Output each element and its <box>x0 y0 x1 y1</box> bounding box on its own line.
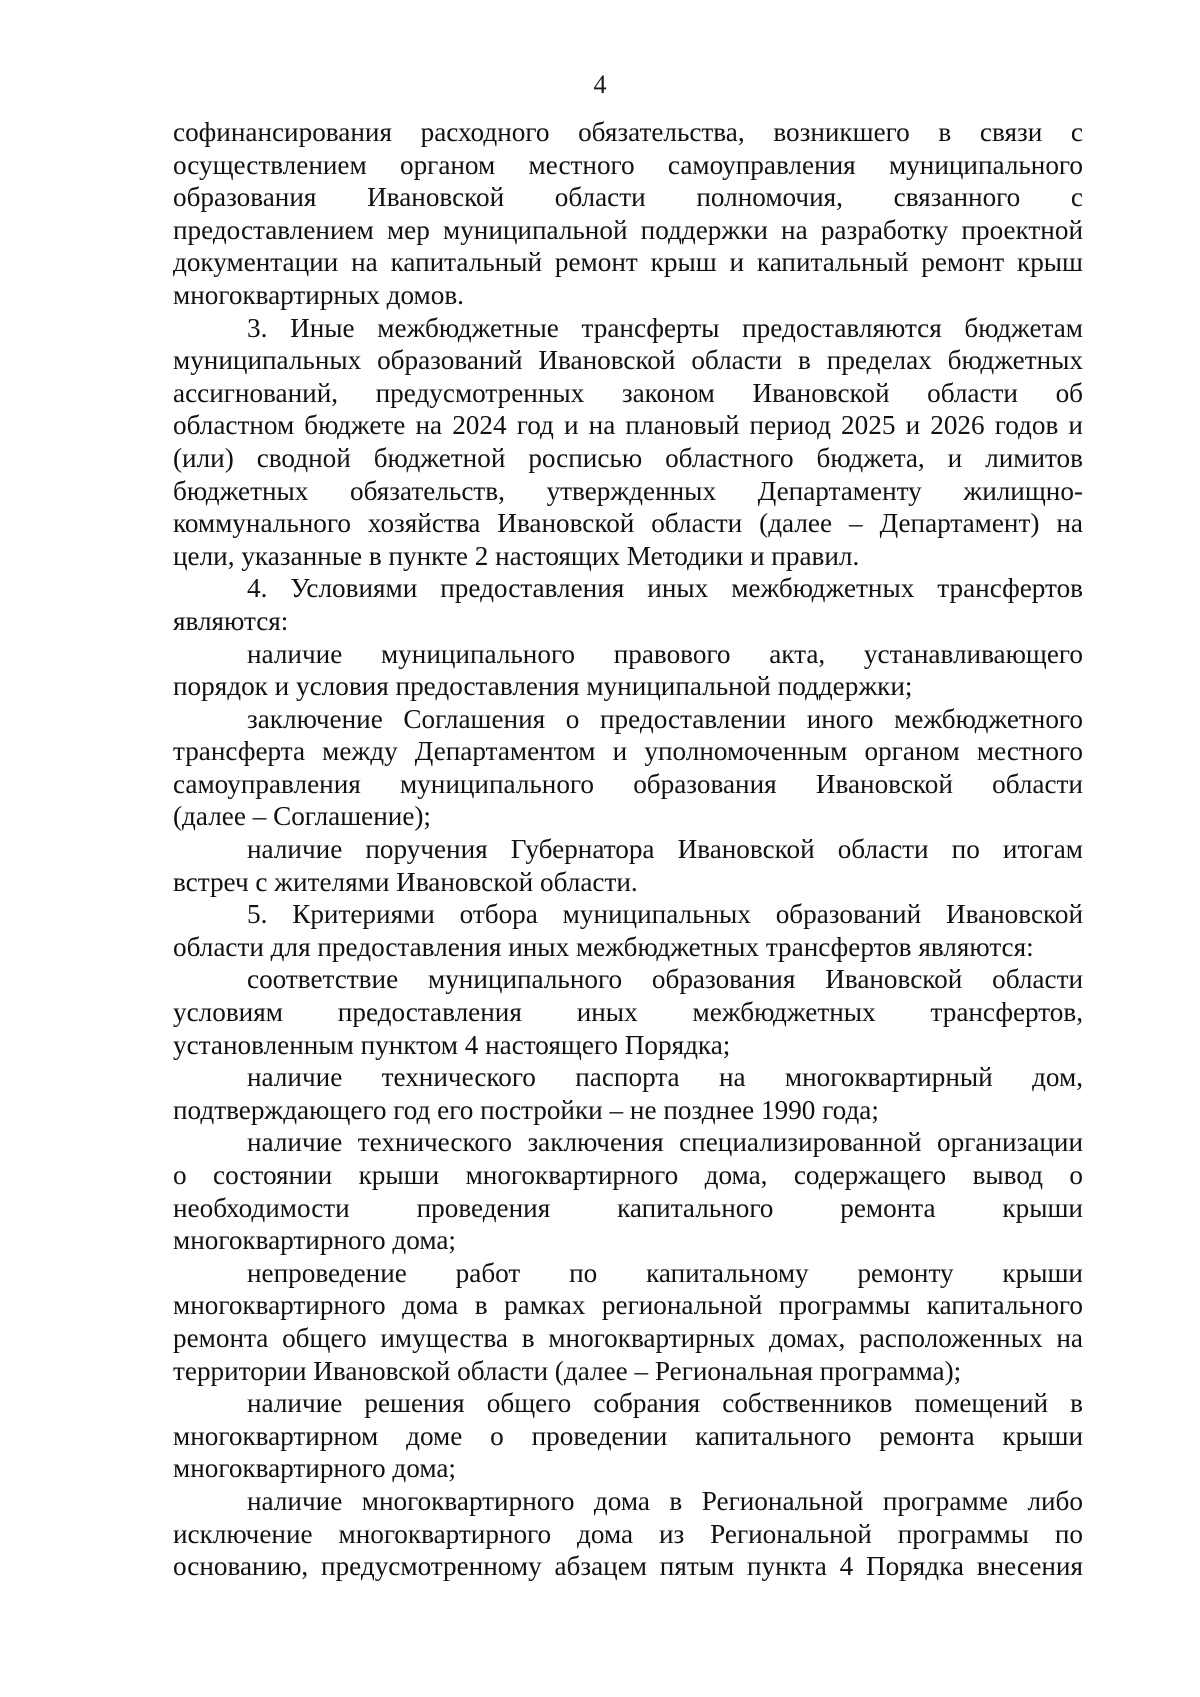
text-line: многоквартирного дома; <box>173 1225 456 1256</box>
text-line: бюджетных обязательств, утвержденных Департаменту жилищно- <box>173 475 1083 506</box>
text-line: о состоянии крыши многоквартирного дома, содержащего вывод о <box>173 1160 1083 1190</box>
text-line: подтверждающего год его постройки – не позднее 1990 года; <box>173 1094 879 1125</box>
text-line: являются: <box>173 605 289 636</box>
text-line: трансферта между Департаментом и уполномоченным органом местного <box>173 736 1083 767</box>
text-line: цели, указанные в пункте 2 настоящих Методики и правил. <box>173 540 860 571</box>
document-body <box>173 116 1083 1583</box>
text-line: осуществлением органом местного самоуправления муниципального <box>173 149 1083 180</box>
text-line: непроведение работ по капитальному ремонту крыши <box>247 1257 1083 1288</box>
text-line: наличие технического паспорта на многоквартирный дом, <box>247 1062 1083 1093</box>
text-line: многоквартирном доме о проведении капитального ремонта крыши <box>173 1420 1083 1451</box>
text-line: самоуправления муниципального образования Ивановской области <box>173 768 1083 799</box>
text-line: многоквартирного дома; <box>173 1453 456 1484</box>
text-line: установленным пунктом 4 настоящего Порядка; <box>173 1029 731 1060</box>
text-line: многоквартирного дома в рамках региональной программы капитального <box>173 1290 1083 1321</box>
text-line: ремонта общего имущества в многоквартирных домах, расположенных на <box>173 1322 1083 1353</box>
text-line: 4. Условиями предоставления иных межбюджетных трансфертов <box>247 573 1083 604</box>
text-line: документации на капитальный ремонт крыш и капитальный ремонт крыш <box>173 247 1083 278</box>
text-line: условиям предоставления иных межбюджетных трансфертов, <box>173 997 1083 1028</box>
text-line: наличие поручения Губернатора Ивановской области по итогам <box>247 834 1083 865</box>
text-line: заключение Соглашения о предоставлении иного межбюджетного <box>247 703 1083 734</box>
text-line: наличие муниципального правового акта, устанавливающего <box>247 638 1083 669</box>
text-line: образования Ивановской области полномочия, связанного с <box>173 182 1083 213</box>
text-line: наличие решения общего собрания собственников помещений в <box>247 1388 1083 1419</box>
text-line: встреч с жителями Ивановской области. <box>173 866 638 897</box>
text-line: 3. Иные межбюджетные трансферты предоставляются бюджетам <box>247 312 1083 343</box>
text-line: исключение многоквартирного дома из Региональной программы по <box>173 1518 1083 1549</box>
text-line: коммунального хозяйства Ивановской области (далее – Департамент) на <box>173 508 1083 539</box>
text-line: порядок и условия предоставления муниципальной поддержки; <box>173 671 913 702</box>
text-line: основанию, предусмотренному абзацем пятым пункта 4 Порядка внесения <box>173 1551 1083 1582</box>
text-line: многоквартирных домов. <box>173 279 464 310</box>
text-line: предоставлением мер муниципальной поддержки на разработку проектной <box>173 214 1083 245</box>
text-line: областном бюджете на 2024 год и на плановый период 2025 и 2026 годов и <box>173 410 1083 441</box>
text-line: ассигнований, предусмотренных законом Ивановской области об <box>173 377 1083 408</box>
text-line: наличие технического заключения специализированной организации <box>247 1127 1083 1158</box>
text-line: необходимости проведения капитального ремонта крыши <box>173 1192 1083 1223</box>
text-line: 5. Критериями отбора муниципальных образований Ивановской <box>247 899 1083 930</box>
text-line: (или) сводной бюджетной росписью областного бюджета, и лимитов <box>173 442 1083 473</box>
page-number: 4 <box>593 70 607 99</box>
text-line: территории Ивановской области (далее – Региональная программа); <box>173 1355 962 1386</box>
text-line: муниципальных образований Ивановской области в пределах бюджетных <box>173 345 1083 376</box>
text-line: софинансирования расходного обязательства, возникшего в связи с <box>173 117 1083 147</box>
text-line: соответствие муниципального образования Ивановской области <box>247 964 1083 995</box>
text-line: наличие многоквартирного дома в Региональной программе либо <box>247 1485 1083 1516</box>
text-line: области для предоставления иных межбюджетных трансфертов являются: <box>173 931 1034 962</box>
text-line: (далее – Соглашение); <box>173 801 431 832</box>
